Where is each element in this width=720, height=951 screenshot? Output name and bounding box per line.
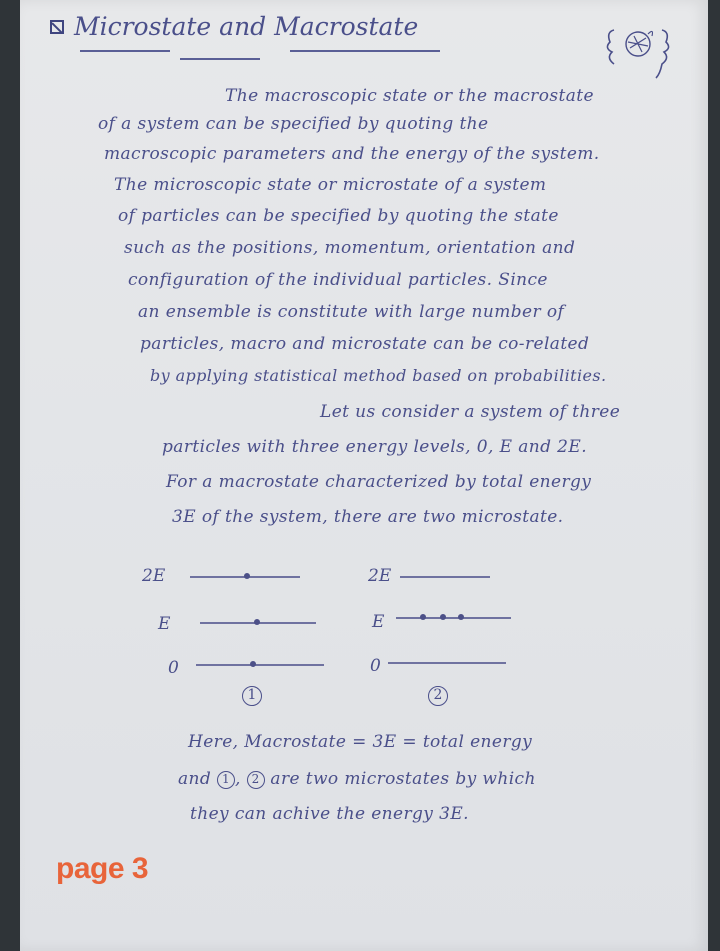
page-title: Microstate and Macrostate — [74, 12, 419, 41]
text-line: Let us consider a system of three — [320, 402, 621, 422]
text-line: configuration of the individual particles. Since — [128, 270, 548, 290]
text-line: Here, Macrostate = 3E = total energy — [188, 732, 533, 752]
text-line: of a system can be specified by quoting the — [98, 114, 489, 134]
text-line — [178, 769, 536, 789]
particle-dot — [244, 573, 250, 579]
page-number-label: page 3 — [56, 852, 149, 885]
text-line: an ensemble is constitute with large number of — [138, 302, 565, 322]
level-label-2e: 2E — [142, 566, 166, 586]
text-line: For a macrostate characterized by total energy — [166, 472, 592, 492]
title-underline — [180, 58, 260, 60]
state-2-number: 2 — [428, 686, 448, 706]
text-line: 3E of the system, there are two microstate. — [172, 507, 564, 527]
level-label-0: 0 — [370, 656, 381, 676]
microstate-2-ref: 2 — [247, 771, 265, 789]
text-line: by applying statistical method based on probabilities. — [150, 366, 607, 385]
text-line: particles, macro and microstate can be co-related — [140, 334, 590, 354]
particle-dot — [440, 614, 446, 620]
text-line: particles with three energy levels, 0, E and 2E. — [162, 437, 588, 457]
level-label-e: E — [372, 612, 385, 632]
text-line: of particles can be specified by quoting the state — [118, 206, 559, 226]
text-line: they can achive the energy 3E. — [190, 804, 469, 824]
doodle-icon — [600, 22, 680, 82]
state2-level-e — [396, 617, 511, 619]
state2-level-2e — [400, 576, 490, 578]
text-line: macroscopic parameters and the energy of the system. — [104, 144, 600, 164]
state2-level-0 — [388, 662, 506, 664]
state1-level-0 — [196, 664, 324, 666]
microstate-1-ref: 1 — [217, 771, 235, 789]
text-and: and — [178, 769, 212, 789]
crossed-box-icon — [50, 20, 64, 34]
title-underline — [80, 50, 170, 52]
particle-dot — [458, 614, 464, 620]
level-label-0: 0 — [168, 658, 179, 678]
text-line: such as the positions, momentum, orientation and — [124, 238, 576, 258]
text-separator: , — [234, 769, 241, 789]
particle-dot — [420, 614, 426, 620]
level-label-2e: 2E — [368, 566, 392, 586]
notebook-page — [20, 0, 708, 951]
particle-dot — [254, 619, 260, 625]
particle-dot — [250, 661, 256, 667]
level-label-e: E — [158, 614, 171, 634]
text-line: The microscopic state or microstate of a system — [114, 175, 547, 195]
title-underline — [290, 50, 440, 52]
text-rest: are two microstates by which — [270, 769, 536, 789]
state-1-number: 1 — [242, 686, 262, 706]
text-line: The macroscopic state or the macrostate — [225, 86, 594, 106]
